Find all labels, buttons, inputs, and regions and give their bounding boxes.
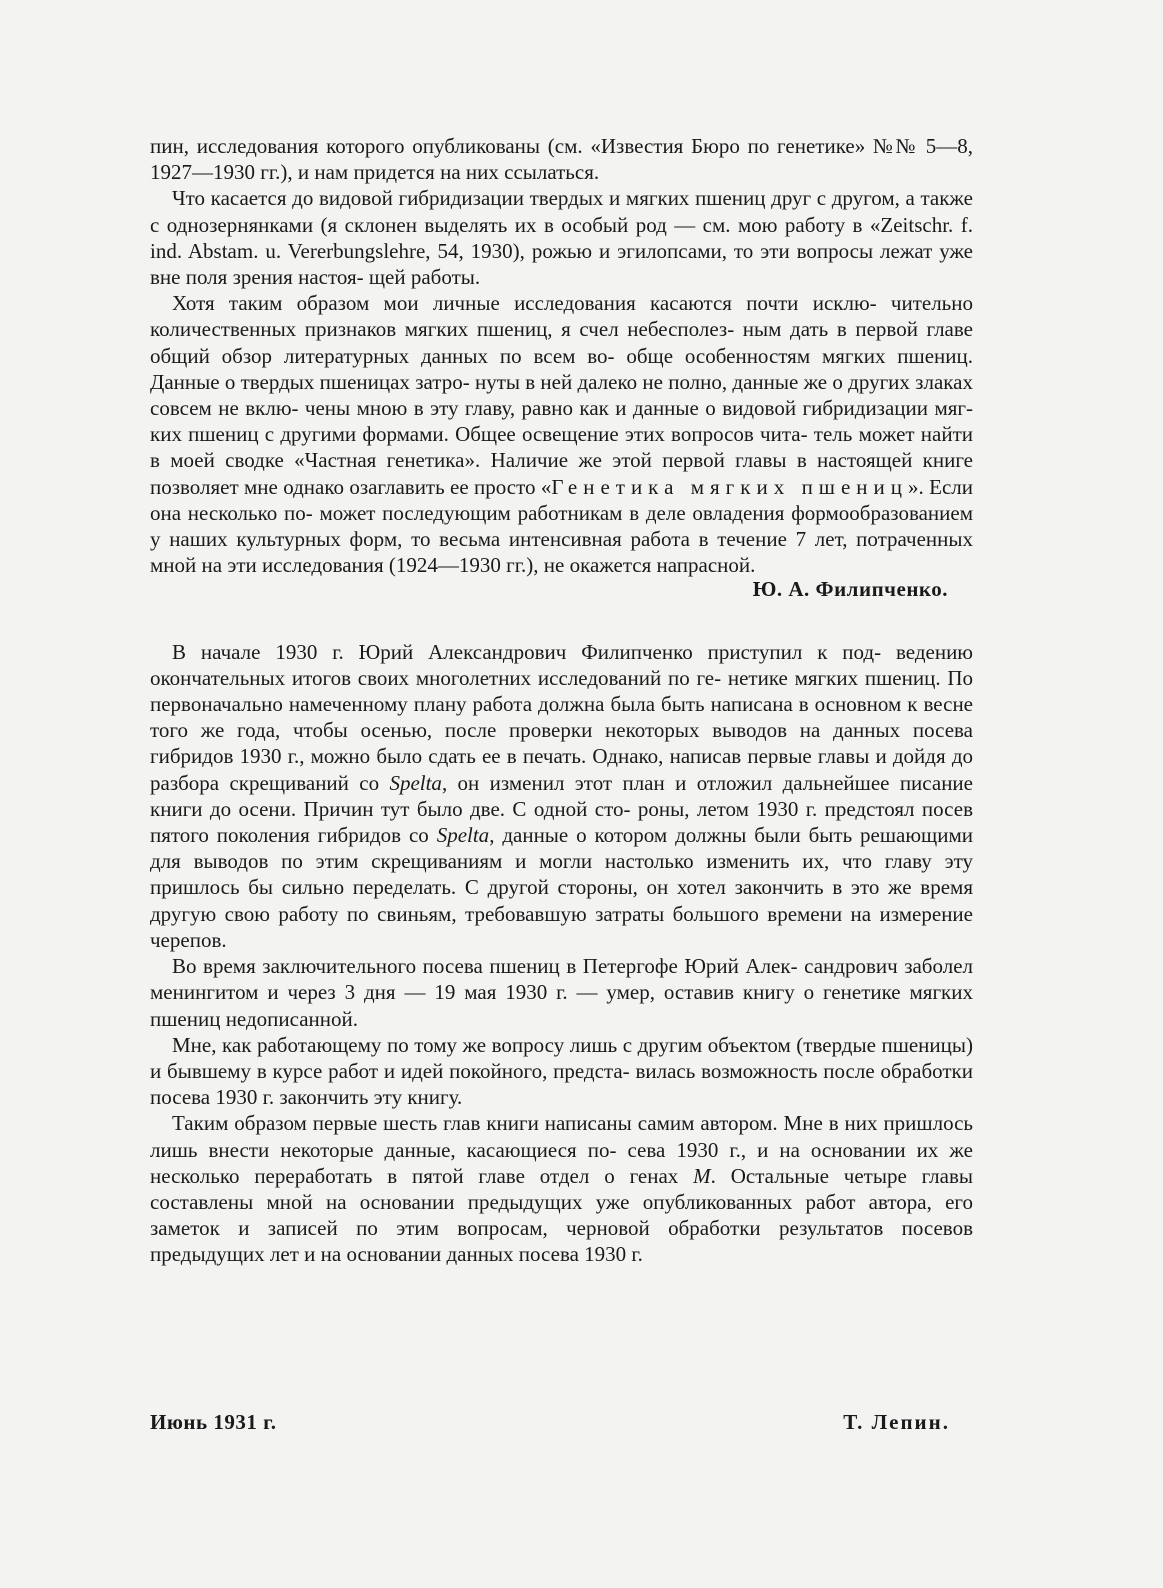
- afterword-paragraph-4: [150, 1110, 973, 1267]
- editor-signature: Т. Лепин.: [843, 1410, 950, 1434]
- preface-paragraph-3-text-a: Хотя таким образом мои личные исследования касаются почти исклю- чительно количественных признаков мягких пшениц, я счел небесполез- ным дать в первой главе общий обзор литературных данных по всем во- обще особенностям мягких пшениц. Данные о твердых пшеницах затро- нуты в ней далеко не полно, данные же о других злаках совсем не вклю- чены мною в эту главу, равно как и данные о видовой гибридизации мяг- ких пшениц с другими формами. Общее освещение этих вопросов чита- тель может найти в моей сводке «Частная генетика». Наличие же этой первой главы в настоящей книге позволяет мне однако озаглавить ее просто «: [150, 291, 973, 499]
- spelta-term-1: Spelta: [389, 770, 442, 795]
- date-line: Июнь 1931 г.: [150, 1410, 277, 1434]
- section-gap: [150, 603, 973, 639]
- author-signature: Ю. А. Филипченко.: [752, 577, 948, 602]
- preface-paragraph-2: Что касается до видовой гибридизации твердых и мягких пшениц друг с другом, а также с однозернянками (я склонен выделять их в особый род — см. мою работу в «Zeitschr. f. ind. Abstam. u. Vererbungslehre, 54, 1930), рожью и эгилопсами, то эти вопросы лежат уже вне поля зрения настоя- щей работы.: [150, 186, 973, 290]
- preface-paragraph-3: [150, 290, 973, 578]
- spelta-term-2: Spelta: [436, 823, 490, 848]
- body-text: [150, 133, 973, 1268]
- afterword-paragraph-4-text-a: Таким образом первые шесть глав книги написаны самим автором. Мне в них пришлось лишь внести некоторые данные, касающиеся по- сева 1930 г., и на основании их же несколько переработать в пятой главе отдел о генах: [150, 1111, 973, 1188]
- afterword-paragraph-1-text-b: , он изменил этот план и отложил дальнейшее писание книги до осени. Причин тут было две. С одной сто- роны, летом 1930 г. предстоял посев пятого поколения гибридов со: [150, 770, 973, 848]
- book-title-spaced: Генетика мягких пшениц: [551, 474, 909, 499]
- afterword-paragraph-2: Во время заключительного посева пшениц в Петергофе Юрий Алек- сандрович заболел менингитом и через 3 дня — 19 мая 1930 г. — умер, оставив книгу о генетике мягких пшениц недописанной.: [150, 954, 973, 1031]
- preface-paragraph-3-text-b: ». Если она несколько по- может последующим работникам в деле овладения формообразованием у наших культурных форм, то весьма интенсивная работа в течение 7 лет, потраченных мной на эти исследования (1924—1930 гг.), не окажется напрасной.: [150, 474, 973, 578]
- afterword-paragraph-3: Мне, как работающему по тому же вопросу лишь с другим объектом (твердые пшеницы) и бывшему в курсе работ и идей покойного, предста- вилась возможность после обработки посева 1930 г. закончить эту книгу.: [150, 1032, 973, 1110]
- gene-symbol: M: [693, 1163, 711, 1188]
- afterword-paragraph-4-text-b: . Остальные четыре главы составлены мной на основании предыдущих уже опубликованных работ автора, его заметок и записей по этим вопросам, черновой обработки результатов посевов предыдущих лет и на основании данных посева 1930 г.: [150, 1163, 974, 1267]
- afterword-paragraph-1: [150, 639, 973, 953]
- afterword-paragraph-1-text-a: В начале 1930 г. Юрий Александрович Филипченко приступил к под- ведению окончательных итогов своих многолетних исследований по ге- нетике мягких пшениц. По первоначально намеченному плану работа должна была быть написана в основном к весне того же года, чтобы осенью, после проверки некоторых выводов на данных посева гибридов 1930 г., можно было сдать ее в печать. Однако, написав первые главы и дойдя до разбора скрещиваний со: [150, 639, 973, 795]
- afterword-paragraph-1-text-c: , данные о котором должны были быть решающими для выводов по этим скрещиваниям и могли настолько изменить их, что главу эту пришлось бы сильно переделать. С другой стороны, он хотел закончить в это же время другую свою работу по свиньям, требовавшую затраты большого времени на измерение черепов.: [150, 823, 973, 952]
- preface-paragraph-1: пин, исследования которого опубликованы (см. «Известия Бюро по генетике» №№ 5—8, 1927—1930 гг.), и нам придется на них ссылаться.: [150, 134, 973, 185]
